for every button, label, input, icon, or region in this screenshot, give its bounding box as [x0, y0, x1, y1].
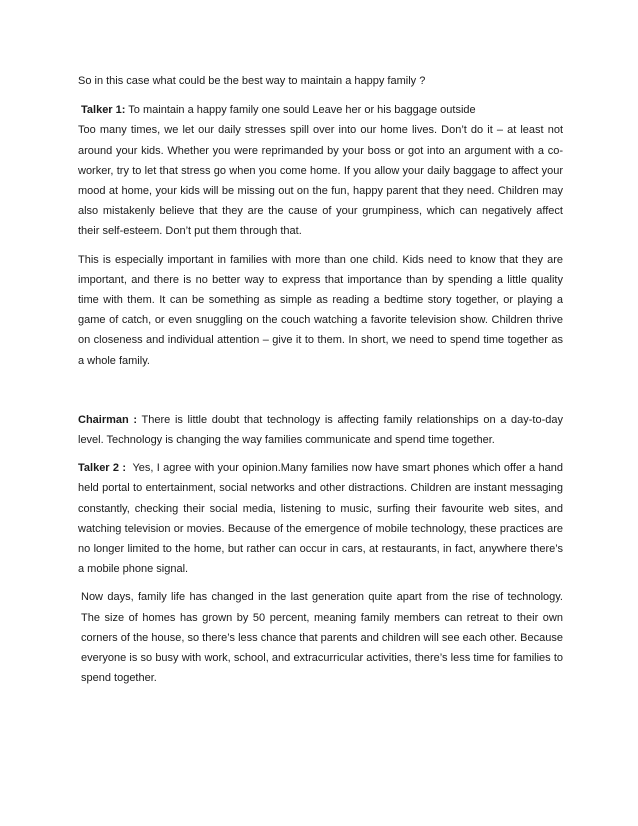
question-text: So in this case what could be the best way to maintain a happy family ? [78, 75, 426, 87]
talker1-label: Talker 1: [81, 104, 126, 117]
chairman-paragraph [78, 410, 563, 450]
document-page [78, 71, 563, 688]
talker2-text: Yes, I agree with your opinion.Many families now have smart phones which offer a hand held portal to entertainment, social networks and other distractions. Children are instant messaging constantly, checking their social media, listening to music, surfing their favourite web sites, and watching television or movies. Because of the emergence of mobile technology, these practices are no longer limited to the home, but rather can occur in cars, at restaurants, in fact, anywhere there’s a mobile phone signal. [78, 462, 563, 576]
chairman-text: There is little doubt that technology is affecting family relationships on a day-to-day level. Technology is changing the way families communicate and spend time together. [78, 413, 563, 447]
talker1-paragraph-1: Too many times, we let our daily stresses spill over into our home lives. Don’t do it – at least not around your kids. Whether you were reprimanded by your boss or got into an argument with a co-worker, try to let that stress go when you come home. If you allow your daily baggage to affect your mood at home, your kids will be missing out on the fun, happy parent that they need. Children may also mistakenly believe that they are the cause of your grumpiness, which can negatively affect their self-esteem. Don’t put them through that. [78, 124, 563, 238]
talker1-heading-text: To maintain a happy family one sould Leave her or his baggage outside [128, 104, 476, 117]
talker1-heading [78, 100, 563, 120]
talker2-label: Talker 2 : [78, 462, 127, 475]
talker2-paragraph-2: Now days, family life has changed in the last generation quite apart from the rise of technology. The size of homes has grown by 50 percent, meaning family members can retreat to their own corners of the house, so there’s less chance that parents and children will see each other. Because everyone is so busy with work, school, and extracurricular activities, there’s less time for families to spend together. [81, 591, 563, 685]
chairman-label: Chairman : [78, 413, 138, 426]
talker1-paragraph-2: This is especially important in families with more than one child. Kids need to know that they are important, and there is no better way to express that importance than by spending a little quality time with them. It can be something as simple as reading a bedtime story together, or playing a game of catch, or even snuggling on the couch watching a favorite television show. Children thrive on closeness and individual attention – give it to them. In short, we need to spend time together as a whole family. [78, 253, 563, 367]
talker2-paragraph-1 [78, 458, 563, 579]
